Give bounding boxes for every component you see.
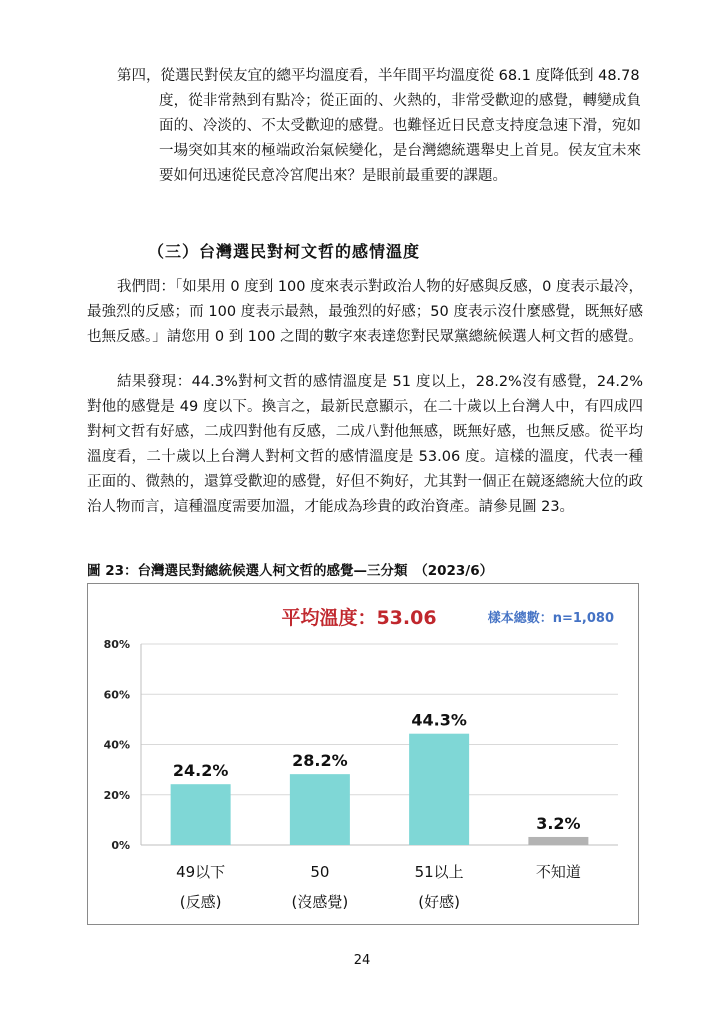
paragraph-result: 結果發現：44.3%對柯文哲的感情溫度是 51 度以上，28.2%沒有感覺，24.2%對他的感覺是 49 度以下。換言之，最新民意顯示，在二十歲以上台灣人中，有四成四對柯文哲有好感，二成四對他有反感，二成八對他無感，既無好感，也無反感。從平均溫度看，二十歲以上台灣人對柯文哲的感情溫度是 53.06 度。這樣的溫度，代表一種正面的、微熱的，還算受歡迎的感覺，好但不夠好，尤其對一個正在競逐總統大位的政治人物而言，這種溫度需要加溫，才能成為珍貴的政治資產。請參見圖 23。 — [87, 374, 643, 515]
bar-value-label: 3.2% — [536, 813, 581, 833]
bar — [290, 774, 350, 845]
bar — [528, 837, 588, 845]
paragraph-fourth-line1: 第四，從選民對侯友宜的總平均溫度看，半年間平均溫度從 68.1 度降低到 48.78 — [117, 68, 640, 84]
x-tick-label: 49以下 — [176, 863, 226, 881]
chart-sample-note: 樣本總數：n=1,080 — [487, 611, 614, 626]
x-tick-sublabel: (沒感覺) — [291, 893, 349, 911]
x-tick-label: 50 — [310, 863, 330, 881]
x-tick-sublabel: (反感) — [179, 893, 222, 911]
x-tick-sublabel: (好感) — [418, 893, 460, 911]
paragraph-question: 我們問：「如果用 0 度到 100 度來表示對政治人物的好感與反感，0 度表示最冷，最強烈的反感；而 100 度表示最熱，最強烈的好感；50 度表示沒什麼感覺，既無好感也無反感。」請您用 0 到 100 之間的數字來表達您對民眾黨總統候選人柯文哲的感覺。 — [87, 279, 643, 345]
bar — [171, 784, 231, 845]
section-heading: （三）台灣選民對柯文哲的感情溫度 — [148, 242, 421, 261]
page-number: 24 — [353, 953, 371, 968]
bar-value-label: 24.2% — [172, 761, 229, 781]
y-tick-label: 60% — [103, 688, 130, 702]
y-tick-label: 40% — [103, 738, 130, 752]
bar-value-label: 44.3% — [411, 710, 467, 730]
figure-caption: 圖 23：台灣選民對總統候選人柯文哲的感覺—三分類 （2023/6） — [87, 563, 494, 579]
bar-chart — [88, 584, 638, 924]
x-tick-label: 51以上 — [414, 863, 464, 881]
y-tick-label: 20% — [103, 788, 130, 802]
paragraph-fourth-point — [117, 64, 641, 189]
bar-value-label: 28.2% — [292, 751, 348, 771]
paragraph-fourth-rest: 度，從非常熱到有點冷；從正面的、火熱的，非常受歡迎的感覺，轉變成負面的、冷淡的、不太受歡迎的感覺。也難怪近日民意支持度急速下滑，宛如一場突如其來的極端政治氣候變化，是台灣總統選舉史上首見。侯友宜未來要如何迅速從民意冷宮爬出來？是眼前最重要的課題。 — [159, 93, 641, 184]
chart-frame — [87, 583, 639, 925]
y-tick-label: 0% — [111, 839, 130, 852]
y-tick-label: 80% — [103, 638, 130, 651]
paragraph-fourth-text — [117, 64, 641, 189]
bar — [409, 734, 469, 845]
chart-title: 平均溫度：53.06 — [281, 607, 437, 629]
x-tick-label: 不知道 — [535, 863, 581, 881]
